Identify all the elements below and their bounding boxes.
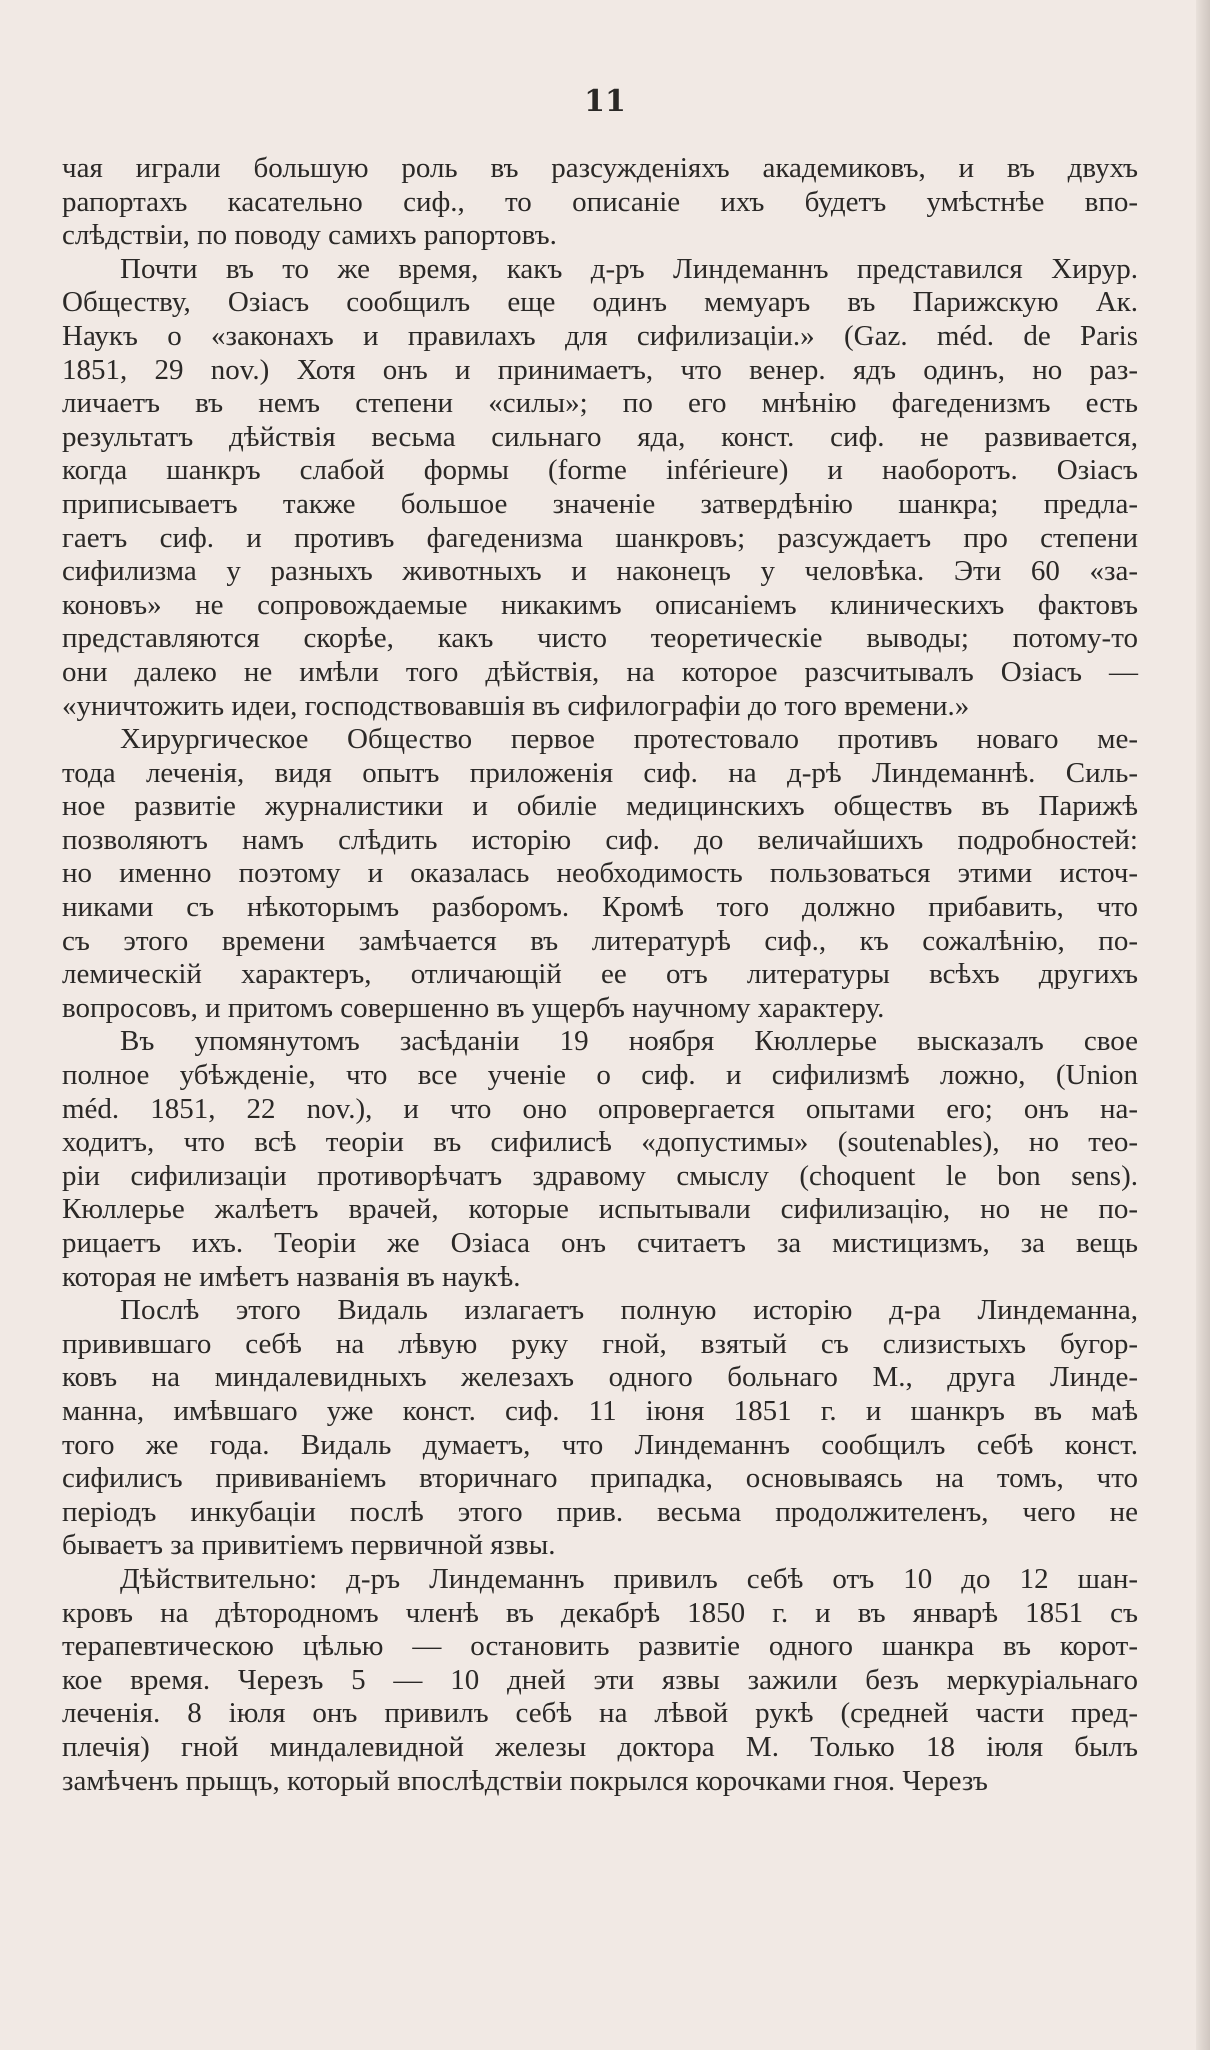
text-line: слѣдствiи, по поводу самихъ рапортовъ.: [62, 219, 557, 252]
text-line: того же года. Видаль думаетъ, что Линдеманнъ сообщилъ себѣ конст.: [62, 1428, 1138, 1461]
text-line: лемическiй характеръ, отличающiй ее отъ литературы всѣхъ другихъ: [62, 958, 1138, 991]
text-line: рапортахъ касательно сиф., то описанiе ихъ будетъ умѣстнѣе впо-: [62, 185, 1138, 218]
text-line: ковъ на миндалевидныхъ железахъ одного больнаго М., друга Линде-: [62, 1361, 1138, 1394]
text-line: кровъ на дѣтородномъ членѣ въ декабрѣ 1850 г. и въ январѣ 1851 съ: [62, 1596, 1138, 1629]
text-line: манна, имѣвшаго уже конст. сиф. 11 iюня 1851 г. и шанкръ въ маѣ: [62, 1394, 1138, 1427]
paragraph: [62, 1025, 1138, 1294]
text-line: замѣченъ прыщъ, который впослѣдствiи покрылся корочками гноя. Черезъ: [62, 1764, 988, 1797]
text-line: Хирургическое Общество первое протестовало противъ новаго ме-: [120, 723, 1138, 756]
text-line: ходитъ, что всѣ теорiи въ сифилисѣ «допустимы» (soutenables), но тео-: [62, 1126, 1138, 1159]
text-line: сифилисъ прививанiемъ вторичнаго припадка, основываясь на томъ, что: [62, 1462, 1138, 1495]
text-line: они далеко не имѣли того дѣйствiя, на которое разсчитывалъ Озiасъ —: [62, 655, 1138, 688]
text-line: 1851, 29 nov.) Хотя онъ и принимаетъ, что венер. ядъ одинъ, но раз-: [62, 353, 1138, 386]
text-line: личаетъ въ немъ степени «силы»; по его мнѣнiю фагеденизмъ есть: [62, 387, 1138, 420]
text-line: ное развитiе журналистики и обилiе медицинскихъ обществъ въ Парижѣ: [62, 790, 1138, 823]
text-line: но именно поэтому и оказалась необходимость пользоваться этими источ-: [62, 857, 1138, 890]
text-line: полное убѣжденiе, что все ученiе о сиф. и сифилизмѣ ложно, (Union: [62, 1059, 1138, 1092]
paragraph: [62, 1294, 1138, 1563]
text-line: коновъ» не сопровождаемые никакимъ описанiемъ клиническихъ фактовъ: [62, 588, 1138, 621]
text-line: чая играли большую роль въ разсужденiяхъ академиковъ, и въ двухъ: [62, 152, 1138, 184]
text-line: Наукъ о «законахъ и правилахъ для сифилизацiи.» (Gaz. méd. de Paris: [62, 319, 1138, 352]
text-line: результатъ дѣйствiя весьма сильнаго яда, конст. сиф. не развивается,: [62, 420, 1138, 453]
page-number: 11: [584, 84, 626, 119]
text-line: Обществу, Озiасъ сообщилъ еще одинъ мемуаръ въ Парижскую Ак.: [62, 286, 1138, 319]
text-line: бываетъ за привитiемъ первичной язвы.: [62, 1529, 556, 1562]
page-edge: [1196, 0, 1210, 2050]
text-line: терапевтическою цѣлью — остановить развитiе одного шанкра въ корот-: [62, 1630, 1138, 1663]
text-line: плечiя) гной миндалевидной железы доктора М. Только 18 iюля былъ: [62, 1730, 1138, 1763]
text-line: гаетъ сиф. и противъ фагеденизма шанкровъ; разсуждаетъ про степени: [62, 521, 1138, 554]
text-line: рицаетъ ихъ. Теорiи же Озiаса онъ считаетъ за мистицизмъ, за вещь: [62, 1227, 1138, 1259]
text-line: Кюллерье жалѣетъ врачей, которые испытывали сифилизацiю, но не по-: [62, 1193, 1138, 1226]
text-line: Дѣйствительно: д-ръ Линдеманнъ привилъ себѣ отъ 10 до 12 шан-: [120, 1562, 1138, 1595]
text-line: съ этого времени замѣчается въ литературѣ сиф., къ сожалѣнiю, по-: [62, 924, 1138, 957]
text-line: Въ упомянутомъ засѣданiи 19 ноября Кюллерье высказалъ свое: [120, 1025, 1138, 1058]
paragraph: [62, 1563, 1138, 1798]
paragraph: [62, 723, 1138, 1025]
text-line: леченiя. 8 iюля онъ привилъ себѣ на лѣвой рукѣ (средней части пред-: [62, 1697, 1138, 1730]
text-line: которая не имѣетъ названiя въ наукѣ.: [62, 1260, 521, 1293]
text-line: кое время. Черезъ 5 — 10 дней эти язвы зажили безъ меркурiальнаго: [62, 1663, 1138, 1696]
paragraph: [62, 152, 1138, 253]
text-column: [62, 152, 1138, 1798]
text-line: рiи сифилизацiи противорѣчатъ здравому смыслу (choquent le bon sens).: [62, 1159, 1138, 1192]
text-line: никами съ нѣкоторымъ разборомъ. Кромѣ того должно прибавить, что: [62, 891, 1138, 924]
text-line: привившаго себѣ на лѣвую руку гной, взятый съ слизистыхъ бугор-: [62, 1327, 1138, 1360]
text-line: представляются скорѣе, какъ чисто теоретическiе выводы; потому-то: [62, 622, 1138, 655]
text-line: «уничтожить идеи, господствовавшiя въ сифилографiи до того времени.»: [62, 689, 970, 722]
text-line: вопросовъ, и притомъ совершенно въ ущербъ научному характеру.: [62, 991, 885, 1024]
text-line: Почти въ то же время, какъ д-ръ Линдеманнъ представился Хирур.: [120, 252, 1138, 285]
text-line: когда шанкръ слабой формы (forme inférieure) и наоборотъ. Озiасъ: [62, 454, 1138, 487]
text-line: перiодъ инкубацiи послѣ этого прив. весьма продолжителенъ, чего не: [62, 1495, 1138, 1528]
text-line: приписываетъ также большое значенiе затвердѣнiю шанкра; предла-: [62, 487, 1138, 520]
text-line: Послѣ этого Видаль излагаетъ полную исторiю д-ра Линдеманна,: [120, 1294, 1138, 1327]
paragraph: [62, 253, 1138, 723]
text-line: méd. 1851, 22 nov.), и что оно опровергается опытами его; онъ на-: [62, 1092, 1138, 1125]
text-line: позволяютъ намъ слѣдить исторiю сиф. до величайшихъ подробностей:: [62, 823, 1138, 856]
text-line: сифилизма у разныхъ животныхъ и наконецъ у человѣка. Эти 60 «за-: [62, 555, 1138, 588]
text-line: тода леченiя, видя опытъ приложенiя сиф. на д-рѣ Линдеманнѣ. Силь-: [62, 756, 1138, 789]
